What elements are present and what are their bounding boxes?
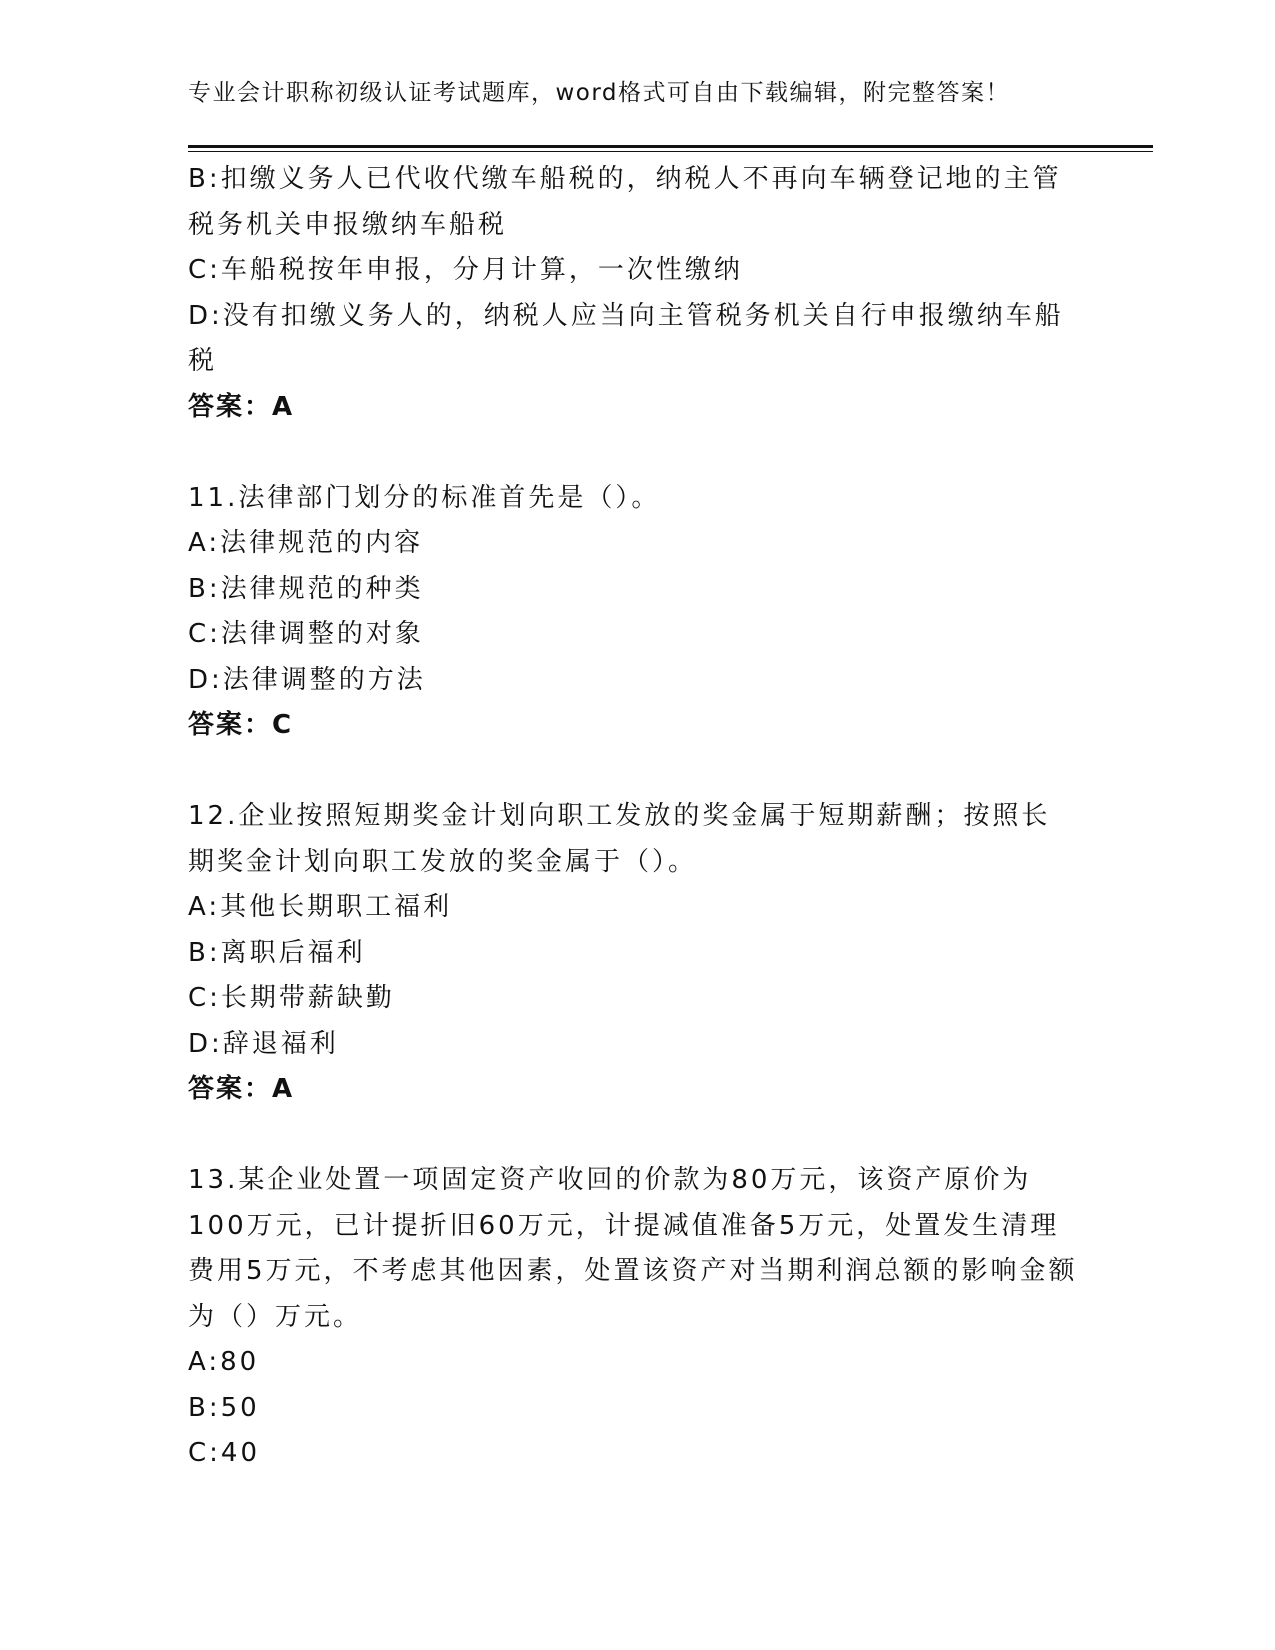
option-b: B:法律规范的种类 bbox=[188, 573, 424, 604]
option-b: B:50 bbox=[188, 1392, 260, 1423]
question-block-10 bbox=[188, 157, 1078, 430]
question-block-13 bbox=[188, 1158, 1078, 1477]
question-text: 13.某企业处置一项固定资产收回的价款为80万元，该资产原价为100万元，已计提折旧60万元，计提减值准备5万元，处置发生清理费用5万元，不考虑其他因素，处置该资产对当期利润总额的影响金额为（）万元。 bbox=[188, 1165, 1078, 1332]
option-d: D:法律调整的方法 bbox=[188, 664, 426, 695]
option-a: A:80 bbox=[188, 1347, 260, 1377]
option-c: C:长期带薪缺勤 bbox=[188, 983, 395, 1013]
option-b: B:离职后福利 bbox=[188, 937, 366, 968]
answer: 答案：C bbox=[188, 710, 294, 740]
page-header: 专业会计职称初级认证考试题库，word格式可自由下载编辑，附完整答案！ bbox=[188, 80, 1011, 106]
question-text: 11.法律部门划分的标准首先是（）。 bbox=[188, 482, 661, 513]
document-body bbox=[188, 157, 1078, 1477]
option-c: C:40 bbox=[188, 1438, 260, 1468]
question-block-12 bbox=[188, 794, 1078, 1113]
option-c: C:车船税按年申报，分月计算，一次性缴纳 bbox=[188, 255, 743, 285]
header-rule-thin bbox=[188, 151, 1153, 152]
header-rule-thick bbox=[188, 145, 1153, 148]
option-b: B:扣缴义务人已代收代缴车船税的，纳税人不再向车辆登记地的主管税务机关申报缴纳车船税 bbox=[188, 164, 1062, 240]
answer: 答案：A bbox=[188, 391, 295, 422]
option-d: D:没有扣缴义务人的，纳税人应当向主管税务机关自行申报缴纳车船税 bbox=[188, 300, 1064, 376]
option-a: A:法律规范的内容 bbox=[188, 528, 424, 558]
option-a: A:其他长期职工福利 bbox=[188, 892, 453, 922]
question-block-11 bbox=[188, 476, 1078, 749]
spacer bbox=[188, 430, 1078, 476]
answer: 答案：A bbox=[188, 1074, 295, 1104]
question-text: 12.企业按照短期奖金计划向职工发放的奖金属于短期薪酬；按照长期奖金计划向职工发放的奖金属于（）。 bbox=[188, 801, 1051, 877]
option-d: D:辞退福利 bbox=[188, 1028, 339, 1059]
spacer bbox=[188, 749, 1078, 795]
spacer bbox=[188, 1113, 1078, 1159]
option-c: C:法律调整的对象 bbox=[188, 619, 424, 649]
